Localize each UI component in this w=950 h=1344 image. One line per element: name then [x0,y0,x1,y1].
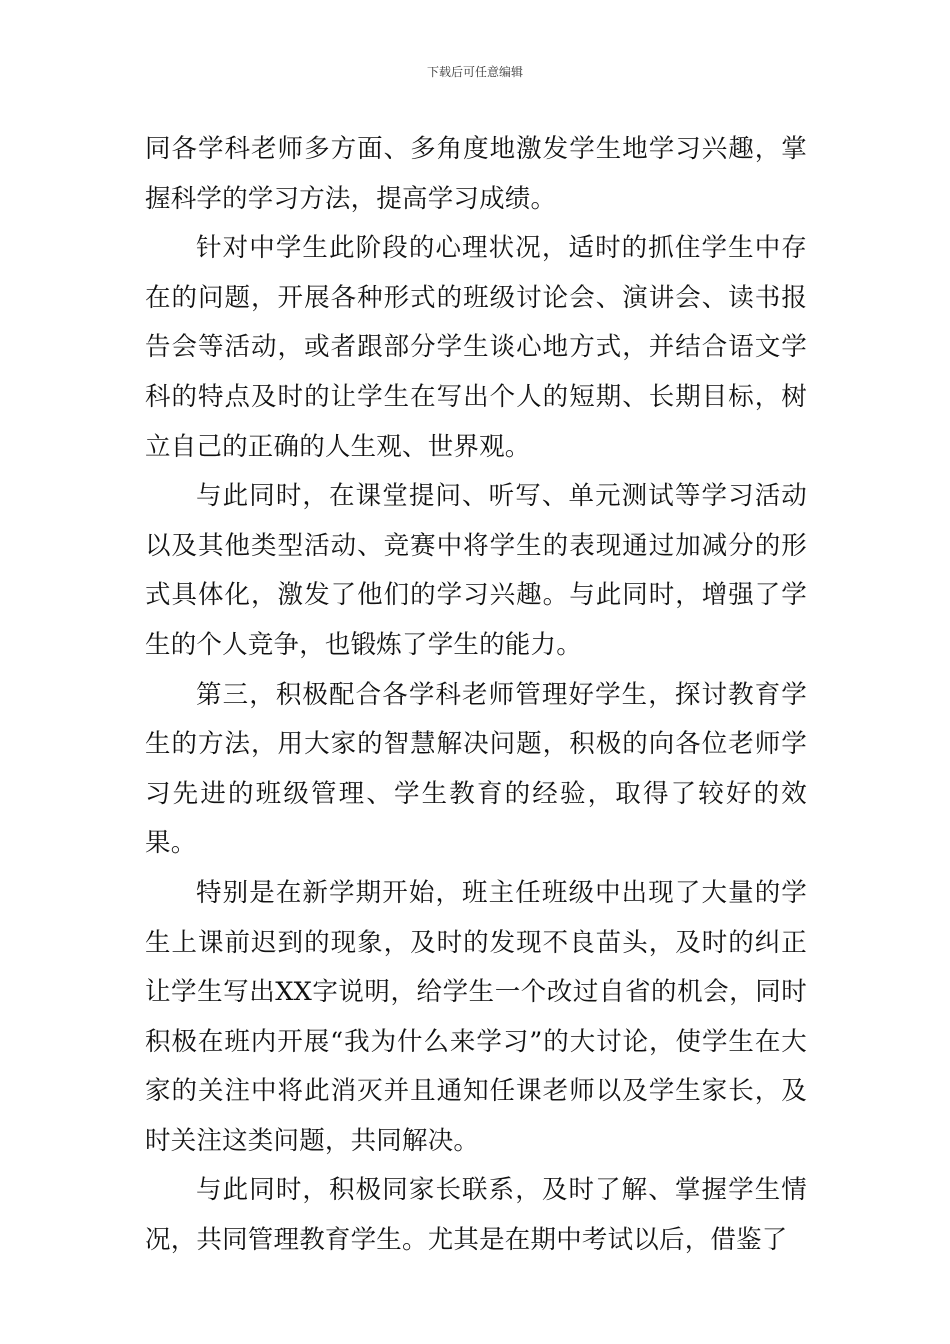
document-body [145,125,807,1266]
paragraph: 特别是在新学期开始，班主任班级中出现了大量的学生上课前迟到的现象，及时的发现不良苗头，及时的纠正让学生写出XX字说明，给学生一个改过自省的机会，同时积极在班内开展“我为什么来学习”的大讨论，使学生在大家的关注中将此消灭并且通知任课老师以及学生家长，及时关注这类问题，共同解决。 [145,877,807,1156]
page-header-note: 下载后可任意编辑 [426,65,523,79]
paragraph: 与此同时，在课堂提问、听写、单元测试等学习活动以及其他类型活动、竞赛中将学生的表现通过加减分的形式具体化，激发了他们的学习兴趣。与此同时，增强了学生的个人竞争，也锻炼了学生的能力。 [145,481,807,660]
paragraph: 与此同时，积极同家长联系，及时了解、掌握学生情况，共同管理教育学生。尤其是在期中考试以后，借鉴了 [145,1175,807,1256]
paragraph-continuation: 同各学科老师多方面、多角度地激发学生地学习兴趣，掌握科学的学习方法，提高学习成绩。 [145,134,807,214]
paragraph: 针对中学生此阶段的心理状况，适时的抓住学生中存在的问题，开展各种形式的班级讨论会、演讲会、读书报告会等活动，或者跟部分学生谈心地方式，并结合语文学科的特点及时的让学生在写出个人的短期、长期目标，树立自己的正确的人生观、世界观。 [145,233,807,462]
paragraph: 第三，积极配合各学科老师管理好学生，探讨教育学生的方法，用大家的智慧解决问题，积极的向各位老师学习先进的班级管理、学生教育的经验，取得了较好的效果。 [145,679,807,859]
